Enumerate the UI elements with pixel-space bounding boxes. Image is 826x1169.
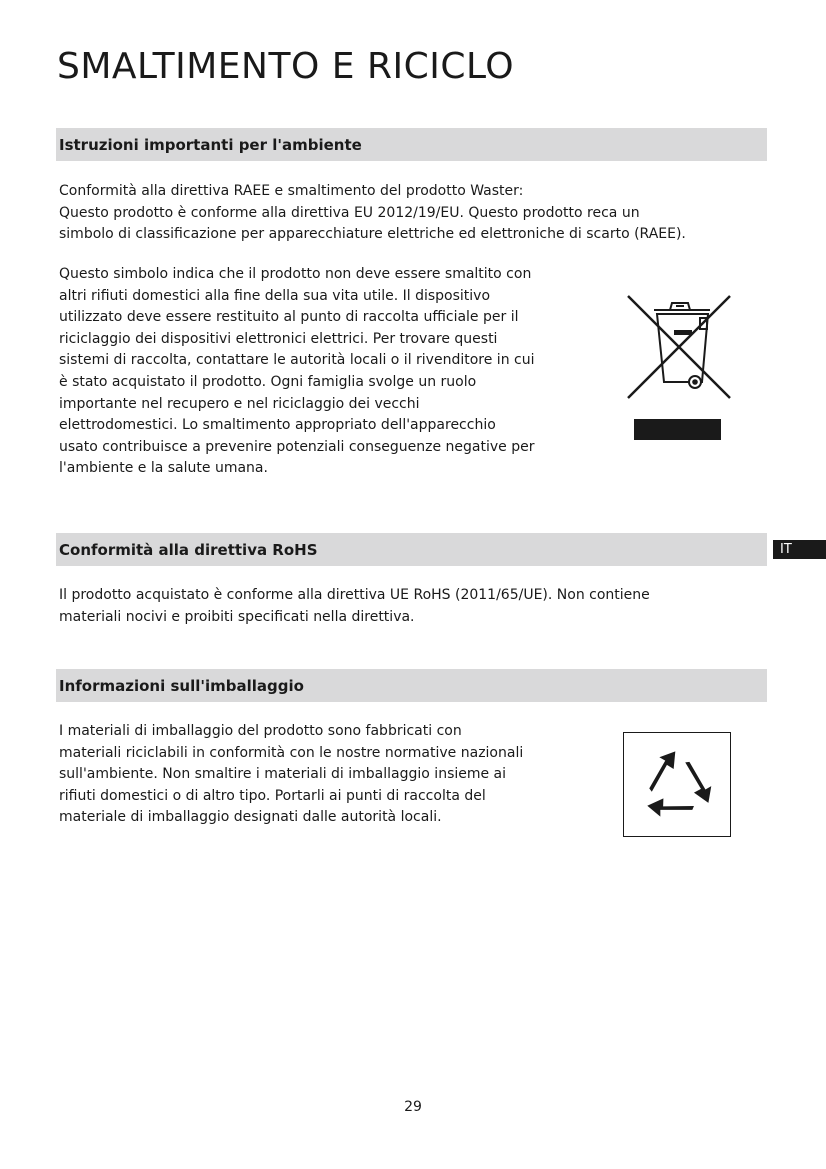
text-line: elettrodomestici. Lo smaltimento appropriato dell'apparecchio [59, 417, 496, 434]
recycle-icon [634, 743, 720, 827]
text-line: è stato acquistato il prodotto. Ogni famiglia svolge un ruolo [59, 373, 477, 390]
paragraph-packaging [59, 721, 523, 829]
paragraph-rohs [59, 585, 650, 628]
text-line: simbolo di classificazione per apparecchiature elettriche ed elettroniche di scarto (RAEE). [59, 226, 686, 243]
text-line: sull'ambiente. Non smaltire i materiali di imballaggio insieme ai [59, 766, 507, 783]
text-line: materiali riciclabili in conformità con le nostre normative nazionali [59, 744, 524, 761]
section-header-packaging [56, 669, 767, 702]
text-line: Conformità alla direttiva RAEE e smaltimento del prodotto Waster: [59, 183, 524, 199]
text-line: Il prodotto acquistato è conforme alla direttiva UE RoHS (2011/65/UE). Non contiene [59, 587, 650, 603]
text-line: importante nel recupero e nel riciclaggio dei vecchi [59, 395, 420, 412]
text-line: l'ambiente e la salute umana. [59, 460, 268, 477]
text-line: materiali nocivi e proibiti specificati nella direttiva. [59, 608, 415, 625]
crossed-out-wheelie-bin-icon [624, 290, 734, 402]
section-heading: Informazioni sull'imballaggio [59, 676, 304, 695]
text-line: rifiuti domestici o di altro tipo. Portarli ai punti di raccolta del [59, 787, 486, 804]
text-line: utilizzato deve essere restituito al punto di raccolta ufficiale per il [59, 309, 519, 326]
text-line: Questo prodotto è conforme alla direttiva EU 2012/19/EU. Questo prodotto reca un [59, 204, 640, 221]
section-heading: Istruzioni importanti per l'ambiente [59, 135, 362, 154]
text-line: altri rifiuti domestici alla fine della sua vita utile. Il dispositivo [59, 287, 491, 304]
text-line: I materiali di imballaggio del prodotto sono fabbricati con [59, 723, 462, 739]
weee-solid-bar [634, 419, 721, 440]
page-number: 29 [404, 1099, 422, 1115]
recycle-symbol-box [623, 732, 731, 837]
text-line: riciclaggio dei dispositivi elettronici elettrici. Per trovare questi [59, 330, 498, 347]
paragraph-weee-symbol [59, 264, 535, 480]
section-header-rohs [56, 533, 767, 566]
language-tab: IT [773, 540, 826, 559]
section-header-environment [56, 128, 767, 161]
text-line: materiale di imballaggio designati dalle autorità locali. [59, 809, 442, 826]
page-title: SMALTIMENTO E RICICLO [57, 46, 515, 87]
text-line: usato contribuisce a prevenire potenziali conseguenze negative per [59, 438, 535, 455]
paragraph-weee-intro [59, 181, 686, 246]
section-heading: Conformità alla direttiva RoHS [59, 540, 318, 559]
text-line: Questo simbolo indica che il prodotto non deve essere smaltito con [59, 266, 532, 282]
text-line: sistemi di raccolta, contattare le autorità locali o il rivenditore in cui [59, 352, 535, 369]
